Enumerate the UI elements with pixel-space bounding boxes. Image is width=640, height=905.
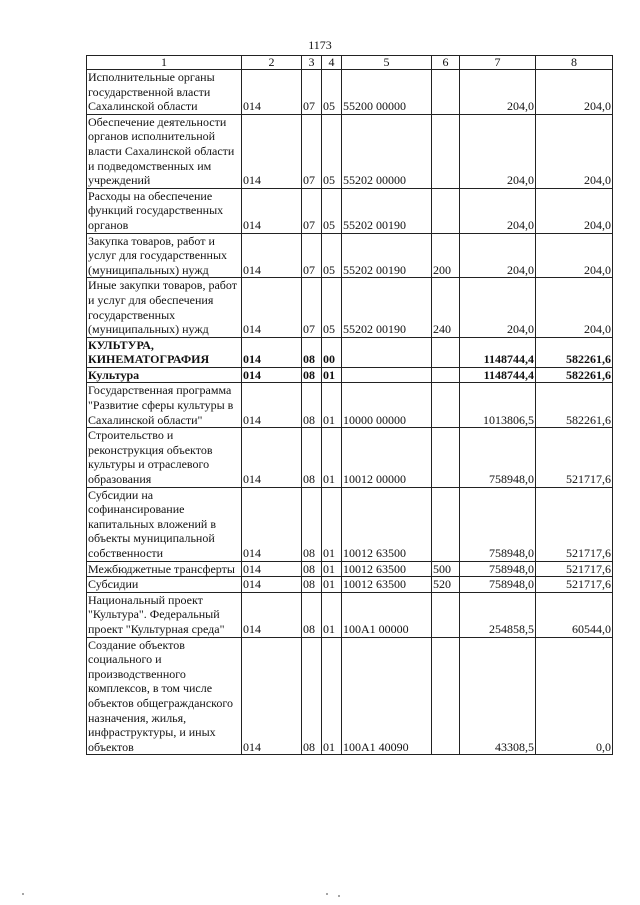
expense-type-cell: 240 <box>432 278 460 337</box>
header-cell: 6 <box>432 56 460 70</box>
amount-col7-cell: 204,0 <box>460 233 536 278</box>
scan-speck <box>338 895 340 897</box>
amount-col8-cell: 521717,6 <box>536 487 613 561</box>
subsection-code-cell: 01 <box>322 367 342 383</box>
target-article-cell: 100A1 00000 <box>342 592 432 637</box>
section-code-cell: 08 <box>302 637 322 755</box>
item-name-cell: Культура <box>87 367 242 383</box>
target-article-cell: 55202 00190 <box>342 188 432 233</box>
section-code-cell: 07 <box>302 188 322 233</box>
item-name-cell: Исполнительные органы государственной власти Сахалинской области <box>87 70 242 115</box>
item-name-cell: Строительство и реконструкция объектов культуры и отраслевого образования <box>87 428 242 487</box>
header-cell: 3 <box>302 56 322 70</box>
section-code-cell: 07 <box>302 278 322 337</box>
table-row <box>87 577 613 593</box>
target-article-cell <box>342 367 432 383</box>
subsection-code-cell: 05 <box>322 114 342 188</box>
section-code-cell: 08 <box>302 592 322 637</box>
amount-col8-cell: 582261,6 <box>536 367 613 383</box>
admin-code-cell: 014 <box>242 592 302 637</box>
subsection-code-cell: 01 <box>322 561 342 577</box>
subsection-code-cell: 01 <box>322 577 342 593</box>
expense-type-cell <box>432 337 460 367</box>
expense-type-cell <box>432 592 460 637</box>
expense-type-cell <box>432 383 460 428</box>
subsection-code-cell: 00 <box>322 337 342 367</box>
item-name-cell: Создание объектов социального и производственного комплексов, в том числе объектов общегражданского назначения, жилья, инфраструктуры, и иных объектов <box>87 637 242 755</box>
target-article-cell: 10012 63500 <box>342 577 432 593</box>
section-code-cell: 07 <box>302 70 322 115</box>
target-article-cell <box>342 337 432 367</box>
page-number: 1173 <box>308 38 332 52</box>
amount-col8-cell: 521717,6 <box>536 561 613 577</box>
amount-col7-cell: 758948,0 <box>460 487 536 561</box>
expense-type-cell <box>432 114 460 188</box>
table-row <box>87 383 613 428</box>
amount-col7-cell: 1148744,4 <box>460 337 536 367</box>
section-code-cell: 07 <box>302 233 322 278</box>
admin-code-cell: 014 <box>242 337 302 367</box>
amount-col7-cell: 758948,0 <box>460 561 536 577</box>
amount-col7-cell: 758948,0 <box>460 428 536 487</box>
amount-col8-cell: 521717,6 <box>536 577 613 593</box>
table-row <box>87 233 613 278</box>
item-name-cell: Иные закупки товаров, работ и услуг для обеспечения государственных (муниципальных) нужд <box>87 278 242 337</box>
expense-type-cell <box>432 637 460 755</box>
target-article-cell: 10000 00000 <box>342 383 432 428</box>
table-row <box>87 367 613 383</box>
table-row <box>87 70 613 115</box>
header-cell: 1 <box>87 56 242 70</box>
target-article-cell: 100A1 40090 <box>342 637 432 755</box>
target-article-cell: 55200 00000 <box>342 70 432 115</box>
section-code-cell: 08 <box>302 561 322 577</box>
item-name-cell: Государственная программа "Развитие сферы культуры в Сахалинской области" <box>87 383 242 428</box>
subsection-code-cell: 05 <box>322 70 342 115</box>
section-code-cell: 08 <box>302 337 322 367</box>
admin-code-cell: 014 <box>242 637 302 755</box>
expense-type-cell: 520 <box>432 577 460 593</box>
expense-type-cell <box>432 487 460 561</box>
subsection-code-cell: 05 <box>322 233 342 278</box>
table-row <box>87 561 613 577</box>
amount-col8-cell: 521717,6 <box>536 428 613 487</box>
expense-type-cell: 500 <box>432 561 460 577</box>
admin-code-cell: 014 <box>242 70 302 115</box>
section-code-cell: 07 <box>302 114 322 188</box>
amount-col8-cell: 60544,0 <box>536 592 613 637</box>
item-name-cell: Национальный проект "Культура". Федеральный проект "Культурная среда" <box>87 592 242 637</box>
table-row <box>87 592 613 637</box>
item-name-cell: Субсидии <box>87 577 242 593</box>
target-article-cell: 55202 00190 <box>342 233 432 278</box>
section-code-cell: 08 <box>302 487 322 561</box>
target-article-cell: 10012 00000 <box>342 428 432 487</box>
table-row <box>87 188 613 233</box>
subsection-code-cell: 01 <box>322 637 342 755</box>
item-name-cell: Закупка товаров, работ и услуг для государственных (муниципальных) нужд <box>87 233 242 278</box>
item-name-cell: Расходы на обеспечение функций государственных органов <box>87 188 242 233</box>
header-cell: 7 <box>460 56 536 70</box>
scan-speck <box>326 893 328 895</box>
budget-table <box>86 55 613 755</box>
subsection-code-cell: 01 <box>322 383 342 428</box>
table-row <box>87 487 613 561</box>
header-cell: 2 <box>242 56 302 70</box>
admin-code-cell: 014 <box>242 233 302 278</box>
amount-col8-cell: 582261,6 <box>536 383 613 428</box>
amount-col8-cell: 0,0 <box>536 637 613 755</box>
item-name-cell: Обеспечение деятельности органов исполнительной власти Сахалинской области и подведомственных им учреждений <box>87 114 242 188</box>
admin-code-cell: 014 <box>242 278 302 337</box>
item-name-cell: Межбюджетные трансферты <box>87 561 242 577</box>
subsection-code-cell: 05 <box>322 278 342 337</box>
table-row <box>87 278 613 337</box>
expense-type-cell <box>432 428 460 487</box>
admin-code-cell: 014 <box>242 188 302 233</box>
admin-code-cell: 014 <box>242 428 302 487</box>
target-article-cell: 55202 00000 <box>342 114 432 188</box>
table-row <box>87 114 613 188</box>
scan-speck <box>22 893 24 895</box>
subsection-code-cell: 05 <box>322 188 342 233</box>
target-article-cell: 10012 63500 <box>342 487 432 561</box>
amount-col8-cell: 204,0 <box>536 233 613 278</box>
amount-col8-cell: 582261,6 <box>536 337 613 367</box>
admin-code-cell: 014 <box>242 114 302 188</box>
section-code-cell: 08 <box>302 428 322 487</box>
amount-col7-cell: 204,0 <box>460 188 536 233</box>
table-header-row <box>87 56 613 70</box>
target-article-cell: 10012 63500 <box>342 561 432 577</box>
subsection-code-cell: 01 <box>322 428 342 487</box>
admin-code-cell: 014 <box>242 383 302 428</box>
section-code-cell: 08 <box>302 383 322 428</box>
amount-col7-cell: 204,0 <box>460 114 536 188</box>
section-code-cell: 08 <box>302 577 322 593</box>
expense-type-cell <box>432 367 460 383</box>
table-row <box>87 637 613 755</box>
header-cell: 5 <box>342 56 432 70</box>
subsection-code-cell: 01 <box>322 487 342 561</box>
admin-code-cell: 014 <box>242 487 302 561</box>
item-name-cell: КУЛЬТУРА, КИНЕМАТОГРАФИЯ <box>87 337 242 367</box>
expense-type-cell: 200 <box>432 233 460 278</box>
admin-code-cell: 014 <box>242 577 302 593</box>
expense-type-cell <box>432 188 460 233</box>
header-cell: 4 <box>322 56 342 70</box>
amount-col7-cell: 43308,5 <box>460 637 536 755</box>
subsection-code-cell: 01 <box>322 592 342 637</box>
admin-code-cell: 014 <box>242 561 302 577</box>
target-article-cell: 55202 00190 <box>342 278 432 337</box>
section-code-cell: 08 <box>302 367 322 383</box>
table-row <box>87 428 613 487</box>
amount-col7-cell: 254858,5 <box>460 592 536 637</box>
amount-col7-cell: 204,0 <box>460 70 536 115</box>
amount-col7-cell: 1148744,4 <box>460 367 536 383</box>
amount-col8-cell: 204,0 <box>536 70 613 115</box>
table-row <box>87 337 613 367</box>
amount-col8-cell: 204,0 <box>536 278 613 337</box>
amount-col7-cell: 1013806,5 <box>460 383 536 428</box>
admin-code-cell: 014 <box>242 367 302 383</box>
amount-col8-cell: 204,0 <box>536 188 613 233</box>
amount-col8-cell: 204,0 <box>536 114 613 188</box>
amount-col7-cell: 758948,0 <box>460 577 536 593</box>
header-cell: 8 <box>536 56 613 70</box>
item-name-cell: Субсидии на софинансирование капитальных вложений в объекты муниципальной собственности <box>87 487 242 561</box>
expense-type-cell <box>432 70 460 115</box>
amount-col7-cell: 204,0 <box>460 278 536 337</box>
